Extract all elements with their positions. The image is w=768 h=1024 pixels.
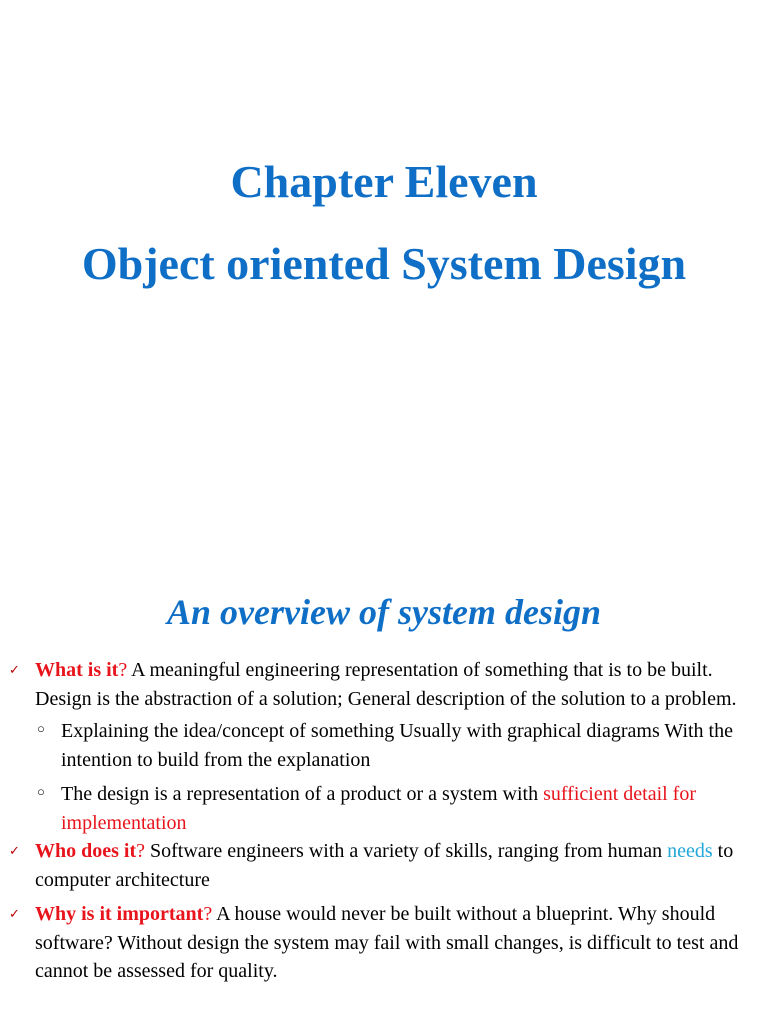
sub-list-item bbox=[37, 717, 738, 774]
circle-bullet-icon: ○ bbox=[37, 721, 45, 736]
item-text: A meaningful engineering representation of something that is to be built. Design is the abstraction of a solution; General description of the solution to a problem. bbox=[35, 659, 737, 710]
question-mark: ? bbox=[203, 903, 213, 925]
chapter-subtitle: Object oriented System Design bbox=[81, 238, 687, 289]
item-text: Software engineers with a variety of skills, ranging from human bbox=[145, 840, 668, 862]
highlight-text: sufficient detail for implementation bbox=[61, 783, 697, 834]
circle-bullet-icon: ○ bbox=[37, 784, 45, 799]
question-label: Why is it important bbox=[35, 903, 204, 925]
chapter-title: Chapter Eleven bbox=[230, 156, 538, 207]
question-label: What is it bbox=[35, 659, 119, 681]
question-mark: ? bbox=[136, 840, 146, 862]
question-mark: ? bbox=[118, 659, 128, 681]
checkmark-icon: ✓ bbox=[9, 906, 20, 921]
list-item bbox=[9, 656, 750, 713]
bullet-list bbox=[0, 656, 768, 986]
highlight-text: needs bbox=[667, 840, 713, 862]
list-item bbox=[9, 837, 750, 894]
item-text: to computer architecture bbox=[35, 840, 734, 891]
question-label: Who does it bbox=[35, 840, 137, 862]
item-text: A house would never be built without a blueprint. Why should software? Without design the system may fail with small changes, is difficult to test and cannot be assessed for quality. bbox=[35, 903, 739, 982]
sub-item-text: The design is a representation of a product or a system with bbox=[61, 783, 544, 805]
list-item bbox=[9, 900, 750, 986]
section-heading: An overview of system design bbox=[167, 592, 601, 632]
sub-item-text: Explaining the idea/concept of something Usually with graphical diagrams With the intention to build from the explanation bbox=[61, 720, 733, 771]
checkmark-icon: ✓ bbox=[9, 662, 20, 677]
checkmark-icon: ✓ bbox=[9, 843, 20, 858]
sub-list-item bbox=[37, 780, 738, 837]
